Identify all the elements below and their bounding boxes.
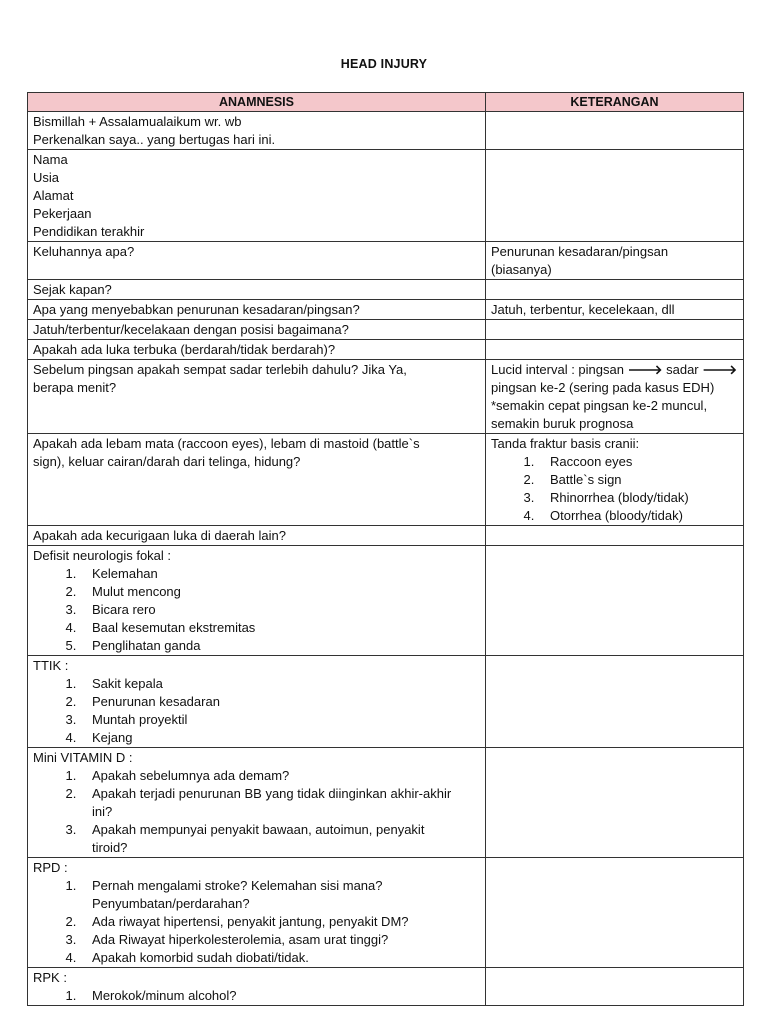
text-line: ini? (92, 804, 113, 819)
anamnesis-cell (28, 968, 486, 1006)
text-line: Tanda fraktur basis cranii: (491, 436, 640, 451)
table-row (28, 748, 744, 858)
anamnesis-cell (28, 320, 486, 340)
text-line: berapa menit? (33, 380, 117, 395)
text-line: RPK : (33, 970, 67, 985)
list-item: 1. Sakit kepala (80, 675, 480, 693)
anamnesis-cell (28, 360, 486, 434)
keterangan-cell (486, 546, 744, 656)
anamnesis-cell (28, 526, 486, 546)
table-row (28, 526, 744, 546)
list-item: 1. Merokok/minum alcohol? (80, 987, 480, 1005)
keterangan-cell (486, 242, 744, 280)
list-item (80, 913, 480, 931)
text-line: 4. Apakah komorbid sudah diobati/tidak. (92, 950, 309, 965)
list-item (80, 877, 480, 913)
anamnesis-cell (28, 858, 486, 968)
table-row (28, 858, 744, 968)
anamnesis-cell (28, 280, 486, 300)
table-row (28, 320, 744, 340)
text-span: sadar (666, 362, 699, 377)
text-line: Keluhannya apa? (33, 244, 135, 259)
text-line: Alamat (33, 188, 74, 203)
keterangan-cell (486, 280, 744, 300)
keterangan-cell (486, 340, 744, 360)
document-title: HEAD INJURY (340, 57, 428, 71)
anamnesis-cell (28, 112, 486, 150)
keterangan-cell (486, 150, 744, 242)
header-anamnesis: ANAMNESIS (28, 93, 486, 112)
text-line: Usia (33, 170, 60, 185)
list-item (80, 785, 480, 821)
numbered-list (491, 453, 738, 525)
keterangan-cell (486, 968, 744, 1006)
anamnesis-cell (28, 300, 486, 320)
header-keterangan: KETERANGAN (486, 93, 744, 112)
table-row (28, 360, 744, 434)
text-line: Sebelum pingsan apakah sempat sadar terlebih dahulu? Jika Ya, (33, 362, 407, 377)
text-line: Apakah ada kecurigaan luka di daerah lain? (33, 528, 286, 543)
anamnesis-cell (28, 242, 486, 280)
list-item: 4. Baal kesemutan ekstremitas (80, 619, 480, 637)
table-row (28, 280, 744, 300)
text-line: Apa yang menyebabkan penurunan kesadaran/pingsan? (33, 302, 360, 317)
keterangan-cell (486, 656, 744, 748)
keterangan-cell (486, 300, 744, 320)
numbered-list (33, 767, 480, 857)
list-item: 3. Muntah proyektil (80, 711, 480, 729)
text-line: Jatuh, terbentur, kecelekaan, dll (491, 302, 675, 317)
numbered-list (33, 987, 480, 1005)
arrow-right-icon: 🡒 (702, 362, 738, 377)
keterangan-cell (486, 320, 744, 340)
numbered-list (33, 675, 480, 747)
text-line: Penurunan kesadaran/pingsan (491, 244, 669, 259)
list-item (80, 821, 480, 857)
list-item: 2. Battle`s sign (538, 471, 738, 489)
list-item: 4. Otorrhea (bloody/tidak) (538, 507, 738, 525)
text-line: Pekerjaan (33, 206, 92, 221)
list-item: 4. Kejang (80, 729, 480, 747)
text-line: Nama (33, 152, 68, 167)
anamnesis-cell (28, 340, 486, 360)
text-line: *semakin cepat pingsan ke-2 muncul, (491, 398, 708, 413)
table-header-row (28, 93, 744, 112)
text-line: Defisit neurologis fokal : (33, 548, 172, 563)
table-row (28, 112, 744, 150)
arrow-right-icon: 🡒 (627, 362, 663, 377)
numbered-list (33, 565, 480, 655)
text-line: tiroid? (92, 840, 128, 855)
text-line: Perkenalkan saya.. yang bertugas hari ini. (33, 132, 276, 147)
text-line: Bismillah + Assalamualaikum wr. wb (33, 114, 242, 129)
list-item: 1. Raccoon eyes (538, 453, 738, 471)
lucid-interval-line (491, 361, 738, 379)
anamnesis-cell (28, 748, 486, 858)
table-row (28, 150, 744, 242)
text-line: 3. Apakah mempunyai penyakit bawaan, autoimun, penyakit (92, 822, 425, 837)
text-span: Lucid interval : pingsan (491, 362, 624, 377)
list-item: 2. Penurunan kesadaran (80, 693, 480, 711)
anamnesis-cell (28, 434, 486, 526)
table-row (28, 546, 744, 656)
text-line: RPD : (33, 860, 68, 875)
table-row (28, 242, 744, 280)
table-row (28, 656, 744, 748)
keterangan-cell (486, 748, 744, 858)
table-row (28, 434, 744, 526)
table-row (28, 968, 744, 1006)
list-item: 3. Rhinorrhea (blody/tidak) (538, 489, 738, 507)
table-row (28, 300, 744, 320)
anamnesis-cell (28, 150, 486, 242)
list-item: 1. Kelemahan (80, 565, 480, 583)
text-line: 3. Ada Riwayat hiperkolesterolemia, asam urat tinggi? (92, 932, 389, 947)
text-line: semakin buruk prognosa (491, 416, 634, 431)
anamnesis-cell (28, 656, 486, 748)
text-line: 2. Ada riwayat hipertensi, penyakit jantung, penyakit DM? (92, 914, 409, 929)
text-line: (biasanya) (491, 262, 552, 277)
list-item (80, 949, 480, 967)
numbered-list (33, 877, 480, 967)
text-line: pingsan ke-2 (sering pada kasus EDH) (491, 380, 715, 395)
anamnesis-table (27, 92, 744, 1006)
text-line: Sejak kapan? (33, 282, 112, 297)
anamnesis-cell (28, 546, 486, 656)
list-item: 3. Bicara rero (80, 601, 480, 619)
text-line: TTIK : (33, 658, 69, 673)
list-item (80, 767, 480, 785)
list-item: 2. Mulut mencong (80, 583, 480, 601)
text-line: sign), keluar cairan/darah dari telinga, hidung? (33, 454, 301, 469)
text-line: Jatuh/terbentur/kecelakaan dengan posisi bagaimana? (33, 322, 349, 337)
text-line: 1. Apakah sebelumnya ada demam? (92, 768, 290, 783)
keterangan-cell (486, 112, 744, 150)
text-line: 1. Pernah mengalami stroke? Kelemahan sisi mana? (92, 878, 383, 893)
keterangan-cell (486, 434, 744, 526)
text-line: Mini VITAMIN D : (33, 750, 133, 765)
text-line: Penyumbatan/perdarahan? (92, 896, 250, 911)
keterangan-cell (486, 360, 744, 434)
list-item: 5. Penglihatan ganda (80, 637, 480, 655)
text-line: Pendidikan terakhir (33, 224, 145, 239)
text-line: Apakah ada luka terbuka (berdarah/tidak berdarah)? (33, 342, 336, 357)
keterangan-cell (486, 526, 744, 546)
text-line: 2. Apakah terjadi penurunan BB yang tidak diinginkan akhir-akhir (92, 786, 452, 801)
list-item (80, 931, 480, 949)
table-row (28, 340, 744, 360)
keterangan-cell (486, 858, 744, 968)
text-line: Apakah ada lebam mata (raccoon eyes), lebam di mastoid (battle`s (33, 436, 420, 451)
